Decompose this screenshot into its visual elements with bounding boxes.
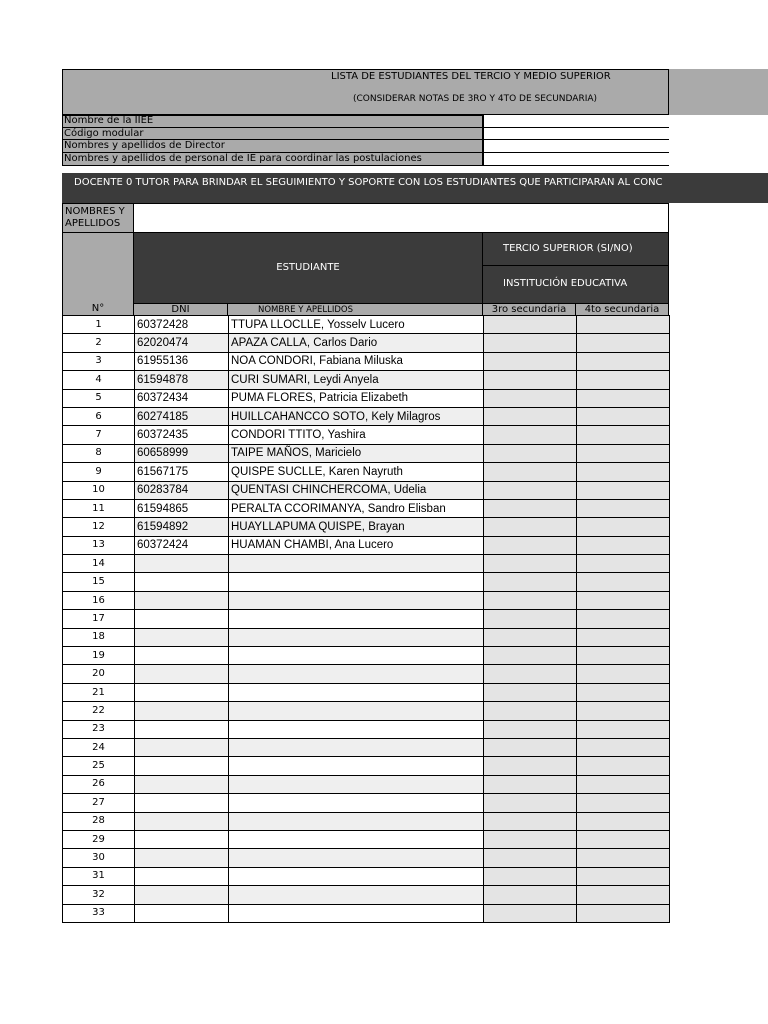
- estudiante-header-label: ESTUDIANTE: [276, 262, 340, 273]
- row-number: 16: [63, 591, 135, 609]
- grade-3ro-cell[interactable]: [484, 518, 577, 536]
- row-number: 1: [63, 316, 135, 334]
- grade-3ro-cell[interactable]: [484, 334, 577, 352]
- row-number: 17: [63, 610, 135, 628]
- grade-4to-cell[interactable]: [577, 499, 670, 517]
- dni-cell[interactable]: 61594878: [135, 371, 229, 389]
- grade-3ro-cell[interactable]: [484, 720, 577, 738]
- grade-3ro-cell[interactable]: [484, 794, 577, 812]
- table-row: [63, 352, 670, 370]
- student-name-cell[interactable]: QUISPE SUCLLE, Karen Nayruth: [229, 463, 484, 481]
- student-name-cell[interactable]: [229, 775, 484, 793]
- dni-cell[interactable]: 61594892: [135, 518, 229, 536]
- row-number: 14: [63, 555, 135, 573]
- tutor-banner: [62, 173, 768, 203]
- student-name-cell[interactable]: [229, 610, 484, 628]
- dni-cell[interactable]: [135, 812, 229, 830]
- grade-4to-cell[interactable]: [577, 628, 670, 646]
- student-name-cell[interactable]: TAIPE MAÑOS, Maricielo: [229, 444, 484, 462]
- tutor-name-label-cell: [62, 203, 134, 233]
- row-number: 21: [63, 683, 135, 701]
- grade-3ro-cell[interactable]: [484, 665, 577, 683]
- dni-cell[interactable]: 60372428: [135, 316, 229, 334]
- table-row: [63, 702, 670, 720]
- student-name-cell[interactable]: CURI SUMARI, Leydi Anyela: [229, 371, 484, 389]
- tutor-name-label: NOMBRES Y APELLIDOS: [65, 206, 125, 229]
- table-row: [63, 573, 670, 591]
- grade-4to-cell[interactable]: [577, 407, 670, 425]
- table-row: [63, 757, 670, 775]
- row-number: 19: [63, 647, 135, 665]
- student-name-cell[interactable]: [229, 886, 484, 904]
- info-value-input[interactable]: [483, 128, 670, 139]
- dni-cell[interactable]: 60372435: [135, 426, 229, 444]
- grade-4to-cell[interactable]: [577, 867, 670, 885]
- row-number: 18: [63, 628, 135, 646]
- grade-4to-cell[interactable]: [577, 389, 670, 407]
- info-label: Nombre de la IIEE: [64, 115, 154, 126]
- tercio-header-label: TERCIO SUPERIOR (SI/NO): [503, 243, 633, 254]
- student-name-cell[interactable]: [229, 573, 484, 591]
- table-row: [63, 628, 670, 646]
- row-number: 32: [63, 886, 135, 904]
- table-row: [63, 720, 670, 738]
- dni-cell[interactable]: 60283784: [135, 481, 229, 499]
- table-row: [63, 794, 670, 812]
- student-name-cell[interactable]: [229, 904, 484, 922]
- student-table: [62, 315, 670, 923]
- grade-4to-cell[interactable]: [577, 334, 670, 352]
- info-field-director: [62, 140, 669, 153]
- dni-cell[interactable]: [135, 591, 229, 609]
- student-name-cell[interactable]: [229, 683, 484, 701]
- dni-cell[interactable]: [135, 738, 229, 756]
- grade-4to-cell[interactable]: [577, 738, 670, 756]
- subtitle-bar: [62, 93, 669, 115]
- nombre-header-label: NOMBRE Y APELLIDOS: [258, 305, 354, 315]
- grade-4to-cell[interactable]: [577, 886, 670, 904]
- grade-3ro-cell[interactable]: [484, 610, 577, 628]
- row-number: 27: [63, 794, 135, 812]
- info-value-input[interactable]: [483, 115, 670, 127]
- dni-cell[interactable]: [135, 720, 229, 738]
- student-name-cell[interactable]: [229, 757, 484, 775]
- row-number: 3: [63, 352, 135, 370]
- grade-3ro-cell[interactable]: [484, 904, 577, 922]
- grade-4to-cell[interactable]: [577, 665, 670, 683]
- student-name-cell[interactable]: [229, 738, 484, 756]
- student-rows: [63, 316, 670, 923]
- grade-3ro-cell[interactable]: [484, 886, 577, 904]
- dni-cell[interactable]: 62020474: [135, 334, 229, 352]
- row-number: 6: [63, 407, 135, 425]
- student-name-cell[interactable]: [229, 720, 484, 738]
- dni-cell[interactable]: [135, 702, 229, 720]
- table-row: [63, 830, 670, 848]
- grade-4to-cell[interactable]: [577, 444, 670, 462]
- table-row: [63, 867, 670, 885]
- row-number: 20: [63, 665, 135, 683]
- grade-4to-cell[interactable]: [577, 463, 670, 481]
- grade-3ro-cell[interactable]: [484, 389, 577, 407]
- grade-3ro-cell[interactable]: [484, 316, 577, 334]
- row-number: 24: [63, 738, 135, 756]
- dni-cell[interactable]: [135, 904, 229, 922]
- row-number: 25: [63, 757, 135, 775]
- dni-cell[interactable]: [135, 628, 229, 646]
- info-label: Código modular: [64, 128, 144, 139]
- student-name-cell[interactable]: [229, 849, 484, 867]
- dni-cell[interactable]: 61594865: [135, 499, 229, 517]
- grade-3ro-cell[interactable]: [484, 757, 577, 775]
- table-row: [63, 371, 670, 389]
- title-bar: [62, 69, 669, 94]
- dni-cell[interactable]: [135, 665, 229, 683]
- student-name-cell[interactable]: HUAYLLAPUMA QUISPE, Brayan: [229, 518, 484, 536]
- grade-4to-cell[interactable]: [577, 775, 670, 793]
- grade-4to-cell[interactable]: [577, 757, 670, 775]
- table-row: [63, 812, 670, 830]
- table-row: [63, 316, 670, 334]
- grade-3ro-cell[interactable]: [484, 830, 577, 848]
- student-name-cell[interactable]: HUAMAN CHAMBI, Ana Lucero: [229, 536, 484, 554]
- grade-3ro-cell[interactable]: [484, 407, 577, 425]
- dni-cell[interactable]: [135, 573, 229, 591]
- grade-3ro-cell[interactable]: [484, 683, 577, 701]
- row-number: 12: [63, 518, 135, 536]
- grade-3ro-cell[interactable]: [484, 371, 577, 389]
- grade-3ro-cell[interactable]: [484, 647, 577, 665]
- row-number: 30: [63, 849, 135, 867]
- grade-4to-cell[interactable]: [577, 849, 670, 867]
- info-fields: [62, 115, 669, 166]
- dni-cell[interactable]: 60372434: [135, 389, 229, 407]
- row-number: 8: [63, 444, 135, 462]
- grade-4to-cell[interactable]: [577, 352, 670, 370]
- row-number: 28: [63, 812, 135, 830]
- dni-cell[interactable]: [135, 867, 229, 885]
- student-name-cell[interactable]: CONDORI TTITO, Yashira: [229, 426, 484, 444]
- grade-4to-cell[interactable]: [577, 316, 670, 334]
- col-3ro-header-label: 3ro secundaria: [491, 304, 567, 315]
- dni-cell[interactable]: 61955136: [135, 352, 229, 370]
- row-number: 10: [63, 481, 135, 499]
- dni-cell[interactable]: [135, 683, 229, 701]
- row-number: 5: [63, 389, 135, 407]
- grade-3ro-cell[interactable]: [484, 463, 577, 481]
- col-4to-header-label: 4to secundaria: [584, 304, 660, 315]
- dni-cell[interactable]: [135, 849, 229, 867]
- grade-4to-cell[interactable]: [577, 426, 670, 444]
- student-name-cell[interactable]: QUENTASI CHINCHERCOMA, Udelia: [229, 481, 484, 499]
- dni-cell[interactable]: 60274185: [135, 407, 229, 425]
- grade-3ro-cell[interactable]: [484, 555, 577, 573]
- grade-4to-cell[interactable]: [577, 812, 670, 830]
- dni-cell[interactable]: [135, 886, 229, 904]
- student-name-cell[interactable]: [229, 591, 484, 609]
- num-header-label: N°: [91, 303, 105, 314]
- dni-cell[interactable]: 60372424: [135, 536, 229, 554]
- student-name-cell[interactable]: PERALTA CCORIMANYA, Sandro Elisban: [229, 499, 484, 517]
- grade-3ro-cell[interactable]: [484, 849, 577, 867]
- page-title: LISTA DE ESTUDIANTES DEL TERCIO Y MEDIO SUPERIOR: [331, 71, 611, 82]
- student-name-cell[interactable]: HUILLCAHANCCO SOTO, Kely Milagros: [229, 407, 484, 425]
- row-number: 31: [63, 867, 135, 885]
- grade-4to-cell[interactable]: [577, 573, 670, 591]
- grade-3ro-cell[interactable]: [484, 702, 577, 720]
- student-name-cell[interactable]: PUMA FLORES, Patricia Elizabeth: [229, 389, 484, 407]
- grade-4to-cell[interactable]: [577, 904, 670, 922]
- row-number: 22: [63, 702, 135, 720]
- grade-4to-cell[interactable]: [577, 536, 670, 554]
- table-row: [63, 591, 670, 609]
- student-name-cell[interactable]: [229, 702, 484, 720]
- dni-cell[interactable]: [135, 830, 229, 848]
- tutor-banner-text: DOCENTE 0 TUTOR PARA BRINDAR EL SEGUIMIENTO Y SOPORTE CON LOS ESTUDIANTES QUE PARTICIPARÁN AL CONC: [74, 177, 663, 188]
- grade-3ro-cell[interactable]: [484, 352, 577, 370]
- grade-3ro-cell[interactable]: [484, 536, 577, 554]
- table-row: [63, 683, 670, 701]
- info-value-input[interactable]: [483, 153, 670, 165]
- institucion-header: [482, 265, 669, 304]
- grade-4to-cell[interactable]: [577, 591, 670, 609]
- student-name-cell[interactable]: [229, 867, 484, 885]
- tutor-name-input[interactable]: [133, 203, 669, 233]
- row-number: 29: [63, 830, 135, 848]
- table-row: [63, 775, 670, 793]
- table-row: [63, 481, 670, 499]
- table-row: [63, 499, 670, 517]
- table-row: [63, 407, 670, 425]
- table-row: [63, 665, 670, 683]
- dni-cell[interactable]: 60658999: [135, 444, 229, 462]
- row-number: 26: [63, 775, 135, 793]
- table-row: [63, 536, 670, 554]
- dni-cell[interactable]: 61567175: [135, 463, 229, 481]
- info-value-input[interactable]: [483, 140, 670, 152]
- dni-cell[interactable]: [135, 775, 229, 793]
- row-number: 9: [63, 463, 135, 481]
- table-row: [63, 647, 670, 665]
- table-row: [63, 886, 670, 904]
- table-row: [63, 334, 670, 352]
- grade-3ro-cell[interactable]: [484, 499, 577, 517]
- grade-4to-cell[interactable]: [577, 830, 670, 848]
- grade-3ro-cell[interactable]: [484, 775, 577, 793]
- row-number: 23: [63, 720, 135, 738]
- dni-cell[interactable]: [135, 757, 229, 775]
- grade-4to-cell[interactable]: [577, 555, 670, 573]
- grade-3ro-cell[interactable]: [484, 426, 577, 444]
- header-right-grey-band: [668, 69, 768, 115]
- dni-cell[interactable]: [135, 794, 229, 812]
- grade-4to-cell[interactable]: [577, 371, 670, 389]
- grade-3ro-cell[interactable]: [484, 481, 577, 499]
- row-number: 13: [63, 536, 135, 554]
- info-field-iiee: [62, 115, 669, 128]
- row-number: 4: [63, 371, 135, 389]
- row-number: 2: [63, 334, 135, 352]
- dni-header-label: DNI: [171, 304, 190, 315]
- grade-4to-cell[interactable]: [577, 647, 670, 665]
- table-row: [63, 444, 670, 462]
- student-name-cell[interactable]: [229, 555, 484, 573]
- dni-cell[interactable]: [135, 610, 229, 628]
- student-name-cell[interactable]: [229, 647, 484, 665]
- table-row: [63, 463, 670, 481]
- dni-cell[interactable]: [135, 555, 229, 573]
- grade-4to-cell[interactable]: [577, 481, 670, 499]
- table-row: [63, 518, 670, 536]
- info-field-codigo-modular: [62, 128, 669, 140]
- table-row: [63, 555, 670, 573]
- row-number: 33: [63, 904, 135, 922]
- row-number: 15: [63, 573, 135, 591]
- grade-3ro-cell[interactable]: [484, 591, 577, 609]
- tercio-header: [482, 232, 669, 266]
- info-label: Nombres y apellidos de personal de IE para coordinar las postulaciones: [64, 153, 422, 164]
- student-name-cell[interactable]: [229, 665, 484, 683]
- grade-4to-cell[interactable]: [577, 683, 670, 701]
- grade-3ro-cell[interactable]: [484, 444, 577, 462]
- dni-cell[interactable]: [135, 647, 229, 665]
- page-subtitle: (CONSIDERAR NOTAS DE 3RO Y 4TO DE SECUNDARIA): [353, 94, 598, 104]
- grade-3ro-cell[interactable]: [484, 628, 577, 646]
- row-number: 11: [63, 499, 135, 517]
- info-label: Nombres y apellidos de Director: [64, 140, 225, 151]
- info-field-coordinador: [62, 153, 669, 166]
- grade-4to-cell[interactable]: [577, 518, 670, 536]
- student-name-cell[interactable]: [229, 628, 484, 646]
- institucion-header-label: INSTITUCIÓN EDUCATIVA: [503, 278, 628, 289]
- grade-3ro-cell[interactable]: [484, 812, 577, 830]
- student-name-cell[interactable]: [229, 812, 484, 830]
- table-row: [63, 426, 670, 444]
- grade-4to-cell[interactable]: [577, 702, 670, 720]
- table-row: [63, 904, 670, 922]
- student-name-cell[interactable]: TTUPA LLOCLLE, Yosselv Lucero: [229, 316, 484, 334]
- grade-3ro-cell[interactable]: [484, 867, 577, 885]
- grade-4to-cell[interactable]: [577, 610, 670, 628]
- table-row: [63, 849, 670, 867]
- grade-4to-cell[interactable]: [577, 794, 670, 812]
- student-name-cell[interactable]: [229, 830, 484, 848]
- table-row: [63, 610, 670, 628]
- student-name-cell[interactable]: APAZA CALLA, Carlos Dario: [229, 334, 484, 352]
- grade-3ro-cell[interactable]: [484, 573, 577, 591]
- row-number: 7: [63, 426, 135, 444]
- table-row: [63, 738, 670, 756]
- table-row: [63, 389, 670, 407]
- estudiante-header: [133, 232, 483, 304]
- student-name-cell[interactable]: [229, 794, 484, 812]
- grade-4to-cell[interactable]: [577, 720, 670, 738]
- student-name-cell[interactable]: NOA CONDORI, Fabiana Miluska: [229, 352, 484, 370]
- num-header-cell: [62, 232, 134, 316]
- grade-3ro-cell[interactable]: [484, 738, 577, 756]
